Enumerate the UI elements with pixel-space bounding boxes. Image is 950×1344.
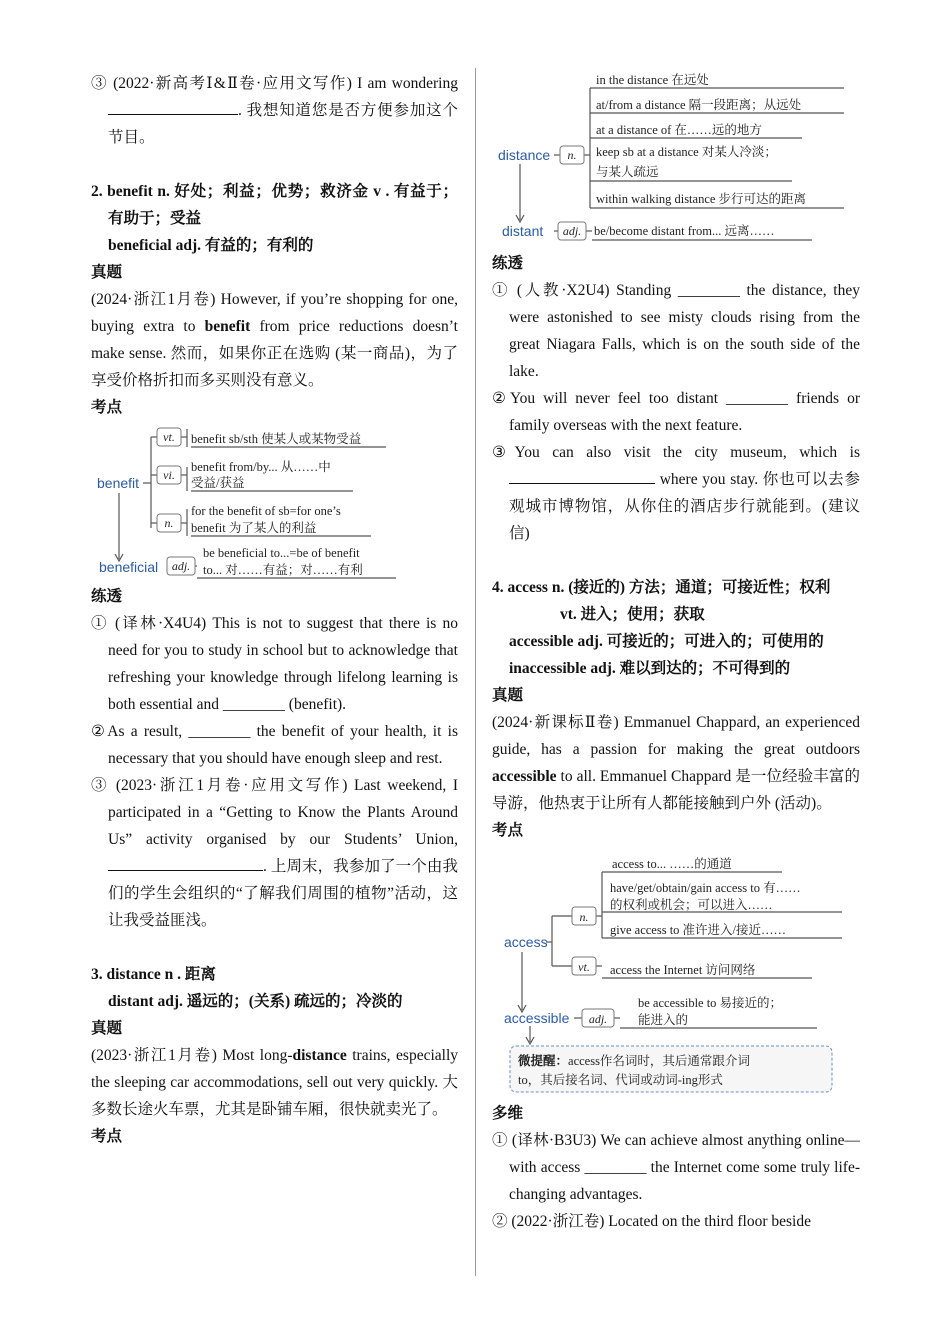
exercise-item: ③ (2022·新高考Ⅰ&Ⅱ卷·应用文写作) I am wondering . 我想知道您是否方便参加这个节目。 <box>91 75 458 146</box>
diagram-entry: at a distance of 在……远的地方 <box>596 123 762 137</box>
kaodian-label: 考点 <box>91 1128 123 1145</box>
section-subheading: inaccessible adj. 难以到达的；不可得到的 <box>509 660 791 677</box>
root-word: benefit <box>97 475 140 491</box>
pos-adj-label: adj. <box>171 559 191 573</box>
zhenti-text: (2023·浙江1月卷) Most long-distance trains, especially the sleeping car accommodations, sell out very quickly. 大多数长途火车票，尤其是卧铺车厢，很快就卖光了。 <box>91 1047 459 1118</box>
zhenti-label: 真题 <box>91 1020 123 1037</box>
diagram-entry: access the Internet 访问网络 <box>610 963 756 977</box>
diagram-entry: 受益/获益 <box>191 476 245 490</box>
pos-n-label: n. <box>164 516 174 530</box>
diagram-entry: be accessible to 易接近的； <box>638 996 783 1010</box>
section-heading-cont: vt. 进入；使用；获取 <box>560 606 705 623</box>
pos-vt-label: vt. <box>163 430 175 444</box>
diagram-entry: 能进入的 <box>638 1013 689 1027</box>
root-word: distance <box>498 147 551 163</box>
answer-blank[interactable] <box>108 854 263 871</box>
diagram-entry: access to... ……的通道 <box>612 857 732 871</box>
liantou-label: 练透 <box>91 588 123 605</box>
benefit-diagram <box>91 423 458 581</box>
section-subheading: accessible adj. 可接近的；可进入的；可使用的 <box>509 633 824 650</box>
answer-blank[interactable] <box>108 98 238 115</box>
root-word: access <box>504 934 548 950</box>
kaodian-label: 考点 <box>492 822 524 839</box>
derived-word: beneficial <box>99 559 159 575</box>
column-divider <box>475 68 476 1276</box>
zhenti-text: (2024·浙江1月卷) However, if you’re shopping for one, buying extra to benefit from price reductions doesn’t make sense. 然而，如果你正在选购 (某一商品)，为了享受价格折扣而多买则没有意义。 <box>91 291 458 389</box>
pos-adj-label: adj. <box>588 1012 608 1026</box>
left-column <box>91 70 458 1150</box>
exercise-item: ②As a result, ________ the benefit of your health, it is necessary that you should have enough sleep and rest. <box>91 723 458 767</box>
duowei-label: 多维 <box>492 1105 524 1122</box>
diagram-entry: benefit sb/sth 使某人或某物受益 <box>191 432 362 446</box>
exercise-item: ① (译林·X4U4) This is not to suggest that there is no need for you to study in school but to acknowledge that refreshing your knowledge through lifelong learning is both essential and ________ (benefit). <box>91 615 458 713</box>
exercise-item: ②You will never feel too distant ________ friends or family overseas with the next feature. <box>492 390 860 434</box>
section-heading-benefit: 2. benefit n. 好处；利益；优势；救济金 v . 有益于；有助于；受益 <box>91 183 458 227</box>
section-subheading: distant adj. 遥远的；(关系) 疏远的；冷淡的 <box>108 993 403 1010</box>
answer-blank[interactable] <box>509 467 655 484</box>
section-heading-distance: 3. distance n . 距离 <box>91 966 216 983</box>
kaodian-label: 考点 <box>91 399 123 416</box>
exercise-item: ① (人教·X2U4) Standing ________ the distance, they were astonished to see misty clouds rising from the great Niagara Falls, which is on the south side of the lake. <box>492 282 860 380</box>
section-heading-access: 4. access n. (接近的) 方法；通道；可接近性；权利 <box>492 579 831 596</box>
pos-vt-label: vt. <box>578 960 590 974</box>
zhenti-text: (2024·新课标Ⅱ卷) Emmanuel Chappard, an experienced guide, has a passion for making the great outdoors accessible to all. Emmanuel Chappard 是一位经验丰富的导游，他热衷于让所有人都能接触到户外 (活动)。 <box>492 714 860 812</box>
zhenti-label: 真题 <box>492 687 524 704</box>
diagram-entry: 的权利或机会；可以进入…… <box>610 898 773 912</box>
diagram-entry: benefit from/by... 从……中 <box>191 460 331 474</box>
pos-n-label: n. <box>579 910 589 924</box>
diagram-entry: within walking distance 步行可达的距离 <box>596 192 807 206</box>
derived-word: distant <box>502 223 544 239</box>
diagram-entry: keep sb at a distance 对某人冷淡； <box>596 145 777 159</box>
diagram-entry: have/get/obtain/gain access to 有…… <box>610 881 801 895</box>
diagram-entry: benefit 为了某人的利益 <box>191 521 317 535</box>
tip-text: to，其后接名词、代词或动词-ing形式 <box>518 1073 723 1087</box>
access-diagram <box>492 846 860 1098</box>
right-column <box>492 66 860 1235</box>
pos-vi-label: vi. <box>163 468 175 482</box>
exercise-item: ③You can also visit the city museum, which is where you stay. 你也可以去参观城市博物馆，从你住的酒店步行就能到。(建议信) <box>492 444 860 542</box>
diagram-entry: for the benefit of sb=for one’s <box>191 504 341 518</box>
diagram-entry: at/from a distance 隔一段距离；从远处 <box>596 98 802 112</box>
tip-text: 微提醒：access作名词时，其后通常跟介词 <box>518 1054 750 1068</box>
diagram-entry: be/become distant from... 远离…… <box>594 224 775 238</box>
pos-adj-label: adj. <box>562 224 582 238</box>
tip-label: 微提醒： <box>518 1054 569 1068</box>
pos-n-label: n. <box>567 148 577 162</box>
exercise-item: ① (译林·B3U3) We can achieve almost anything online—with access ________ the Internet come some truly life-changing advantages. <box>492 1132 860 1203</box>
diagram-entry: in the distance 在远处 <box>596 73 709 87</box>
exercise-item: ② (2022·浙江卷) Located on the third floor beside <box>492 1213 811 1230</box>
derived-word: accessible <box>504 1010 570 1026</box>
section-subheading: beneficial adj. 有益的；有利的 <box>108 237 314 254</box>
zhenti-label: 真题 <box>91 264 123 281</box>
diagram-entry: to... 对……有益；对……有利 <box>203 563 363 577</box>
exercise-item: ③ (2023·浙江1月卷·应用文写作) Last weekend, I participated in a “Getting to Know the Plants Around Us” activity organised by our Students’ Union, . 上周末，我参加了一个由我们的学生会组织的“了解我们周围的植物”活动，这让我受益匪浅。 <box>91 777 458 929</box>
diagram-entry: 与某人疏远 <box>596 165 659 179</box>
liantou-label: 练透 <box>492 255 524 272</box>
diagram-entry: give access to 准许进入/接近…… <box>610 923 787 937</box>
distance-diagram <box>492 68 860 248</box>
diagram-entry: be beneficial to...=be of benefit <box>203 546 360 560</box>
